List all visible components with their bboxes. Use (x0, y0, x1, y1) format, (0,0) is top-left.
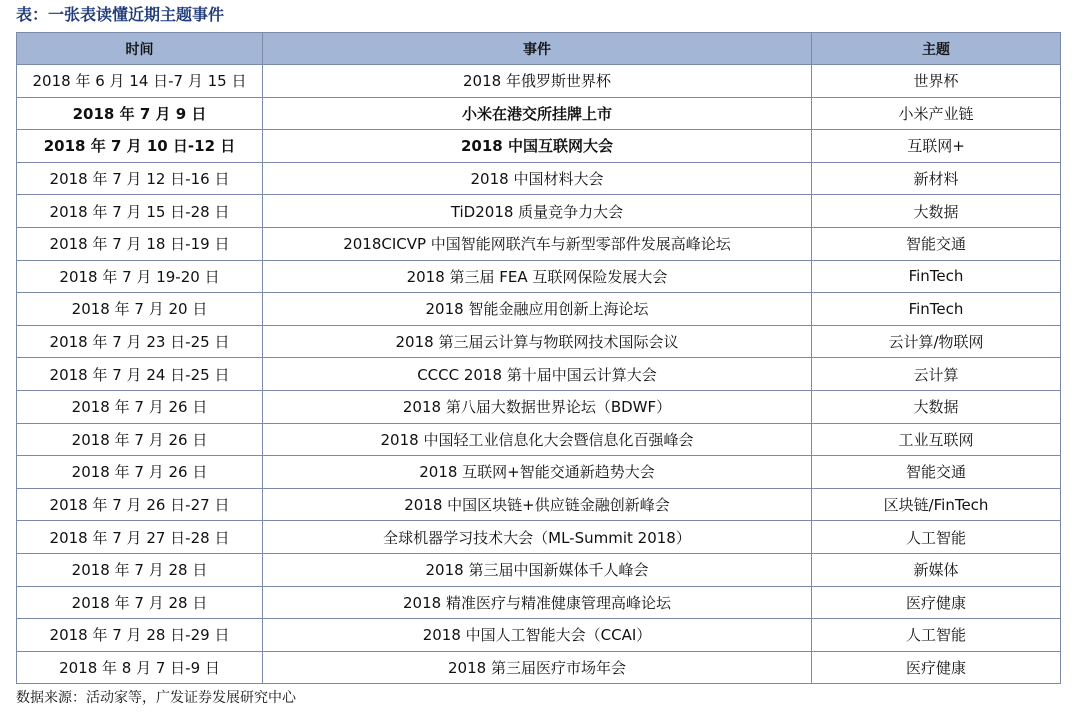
cell-time: 2018 年 7 月 26 日 (17, 456, 263, 489)
cell-event: 2018 第八届大数据世界论坛（BDWF） (263, 390, 812, 423)
table-row (17, 456, 1061, 489)
column-header-event: 事件 (263, 33, 812, 65)
table-row (17, 227, 1061, 260)
cell-event: 2018 第三届云计算与物联网技术国际会议 (263, 325, 812, 358)
cell-event: 2018 互联网+智能交通新趋势大会 (263, 456, 812, 489)
column-header-topic: 主题 (812, 33, 1061, 65)
cell-time: 2018 年 7 月 10 日-12 日 (17, 130, 263, 163)
cell-time: 2018 年 7 月 24 日-25 日 (17, 358, 263, 391)
cell-time: 2018 年 7 月 26 日 (17, 390, 263, 423)
table-title: 表：一张表读懂近期主题事件 (16, 5, 225, 24)
cell-time: 2018 年 7 月 27 日-28 日 (17, 521, 263, 554)
table-row (17, 97, 1061, 130)
cell-event: CCCC 2018 第十届中国云计算大会 (263, 358, 812, 391)
cell-topic: 区块链/FinTech (812, 488, 1061, 521)
cell-time: 2018 年 7 月 26 日-27 日 (17, 488, 263, 521)
cell-time: 2018 年 7 月 19-20 日 (17, 260, 263, 293)
cell-topic: 医疗健康 (812, 651, 1061, 684)
data-source-note: 数据来源：活动家等，广发证券发展研究中心 (16, 690, 296, 706)
cell-topic: 人工智能 (812, 619, 1061, 652)
cell-topic: FinTech (812, 260, 1061, 293)
cell-event: 2018 年俄罗斯世界杯 (263, 65, 812, 98)
table-row (17, 195, 1061, 228)
cell-topic: 互联网+ (812, 130, 1061, 163)
cell-topic: 新媒体 (812, 553, 1061, 586)
cell-time: 2018 年 7 月 28 日-29 日 (17, 619, 263, 652)
cell-time: 2018 年 7 月 28 日 (17, 586, 263, 619)
cell-time: 2018 年 7 月 20 日 (17, 293, 263, 326)
table-row (17, 488, 1061, 521)
cell-topic: 大数据 (812, 390, 1061, 423)
cell-topic: 小米产业链 (812, 97, 1061, 130)
cell-topic: 世界杯 (812, 65, 1061, 98)
cell-event: 2018 中国轻工业信息化大会暨信息化百强峰会 (263, 423, 812, 456)
cell-event: 2018 中国人工智能大会（CCAI） (263, 619, 812, 652)
cell-time: 2018 年 7 月 15 日-28 日 (17, 195, 263, 228)
table-row (17, 553, 1061, 586)
cell-topic: 人工智能 (812, 521, 1061, 554)
table-row (17, 162, 1061, 195)
cell-time: 2018 年 7 月 28 日 (17, 553, 263, 586)
cell-event: 2018 中国互联网大会 (263, 130, 812, 163)
cell-event: 2018 第三届中国新媒体千人峰会 (263, 553, 812, 586)
cell-topic: 智能交通 (812, 456, 1061, 489)
cell-time: 2018 年 7 月 23 日-25 日 (17, 325, 263, 358)
cell-topic: 云计算 (812, 358, 1061, 391)
cell-topic: 大数据 (812, 195, 1061, 228)
cell-event: 2018 智能金融应用创新上海论坛 (263, 293, 812, 326)
cell-time: 2018 年 6 月 14 日-7 月 15 日 (17, 65, 263, 98)
cell-event: TiD2018 质量竞争力大会 (263, 195, 812, 228)
cell-event: 全球机器学习技术大会（ML-Summit 2018） (263, 521, 812, 554)
table-row (17, 65, 1061, 98)
table-row (17, 586, 1061, 619)
cell-event: 2018 中国材料大会 (263, 162, 812, 195)
cell-event: 2018 精准医疗与精准健康管理高峰论坛 (263, 586, 812, 619)
table-body (17, 65, 1061, 684)
table-row (17, 390, 1061, 423)
cell-event: 2018 中国区块链+供应链金融创新峰会 (263, 488, 812, 521)
cell-topic: 云计算/物联网 (812, 325, 1061, 358)
cell-event: 2018CICVP 中国智能网联汽车与新型零部件发展高峰论坛 (263, 227, 812, 260)
events-table (16, 32, 1061, 684)
cell-topic: 智能交通 (812, 227, 1061, 260)
table-row (17, 651, 1061, 684)
table-row (17, 358, 1061, 391)
cell-time: 2018 年 8 月 7 日-9 日 (17, 651, 263, 684)
cell-topic: 医疗健康 (812, 586, 1061, 619)
cell-topic: 工业互联网 (812, 423, 1061, 456)
cell-time: 2018 年 7 月 12 日-16 日 (17, 162, 263, 195)
cell-topic: FinTech (812, 293, 1061, 326)
cell-time: 2018 年 7 月 9 日 (17, 97, 263, 130)
column-header-time: 时间 (17, 33, 263, 65)
header-row (17, 33, 1061, 65)
cell-event: 2018 第三届医疗市场年会 (263, 651, 812, 684)
table-row (17, 293, 1061, 326)
table-row (17, 260, 1061, 293)
table-row (17, 619, 1061, 652)
cell-time: 2018 年 7 月 26 日 (17, 423, 263, 456)
table-row (17, 423, 1061, 456)
table-row (17, 521, 1061, 554)
cell-event: 小米在港交所挂牌上市 (263, 97, 812, 130)
table-row (17, 325, 1061, 358)
cell-time: 2018 年 7 月 18 日-19 日 (17, 227, 263, 260)
cell-event: 2018 第三届 FEA 互联网保险发展大会 (263, 260, 812, 293)
cell-topic: 新材料 (812, 162, 1061, 195)
table-row (17, 130, 1061, 163)
